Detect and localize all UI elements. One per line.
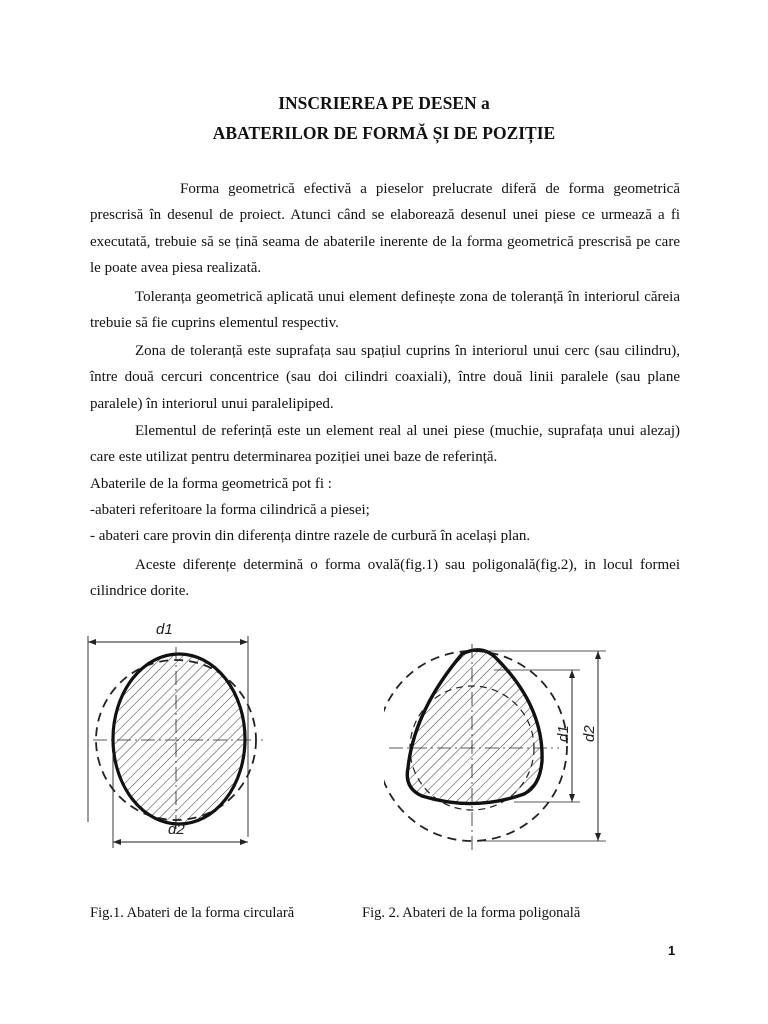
figure-1-caption: Fig.1. Abateri de la forma circulară xyxy=(90,905,295,921)
document-title-line-2: ABATERILOR DE FORMĂ ȘI DE POZIȚIE xyxy=(212,123,556,143)
figure-1-oval-drawing xyxy=(78,612,278,856)
figure-2-polygonal-drawing xyxy=(384,636,614,876)
page-number: 1 xyxy=(668,943,676,958)
list-item-cilindrica: -abateri referitoare la forma cilindrică a piesei; xyxy=(90,502,370,518)
list-item-raze-curbura: - abateri care provin din diferența dintre razele de curbură în același plan. xyxy=(90,528,531,544)
figure-1-label-d1: d1 xyxy=(156,621,173,638)
list-intro: Abaterile de la forma geometrică pot fi : xyxy=(90,476,332,492)
paragraph-element-referinta: Elementul de referință este un element real al unei piese (muchie, suprafața unui alezaj) care este utilizat pentru determinarea poziției unei baze de referință. xyxy=(90,423,680,466)
paragraph-toleranta: Toleranța geometrică aplicată unui element definește zona de toleranță în interiorul căreia trebuie să fie cuprins elementul respectiv. xyxy=(90,289,680,332)
paragraph-zona-toleranta: Zona de toleranță este suprafața sau spațiul cuprins în interiorul unui cerc (sau cilindru), între două cercuri concentrice (sau doi cilindri coaxiali), între două linii paralele (sau plane paralele) în interiorul unui paralelipiped. xyxy=(90,343,680,412)
figure-1-label-d2: d2 xyxy=(168,821,185,838)
figure-2-caption: Fig. 2. Abateri de la forma poligonală xyxy=(362,905,581,921)
figure-2-label-d2: d2 xyxy=(581,725,598,742)
document-title-line-1: INSCRIEREA PE DESEN a xyxy=(278,93,490,113)
paragraph-forma-geometrica: Forma geometrică efectivă a pieselor prelucrate diferă de forma geometrică prescrisă în desenul de proiect. Atunci când se elaborează desenul unei piese ce urmează a fi executată, trebuie să se țină seama de abaterile inerente de la forma geometrică prescrisă pe care le poate avea piesa realizată. xyxy=(90,181,680,277)
figure-2-label-d1: d1 xyxy=(555,725,572,742)
paragraph-diferente: Aceste diferențe determină o forma ovală(fig.1) sau poligonală(fig.2), in locul formei cilindrice dorite. xyxy=(90,557,680,600)
